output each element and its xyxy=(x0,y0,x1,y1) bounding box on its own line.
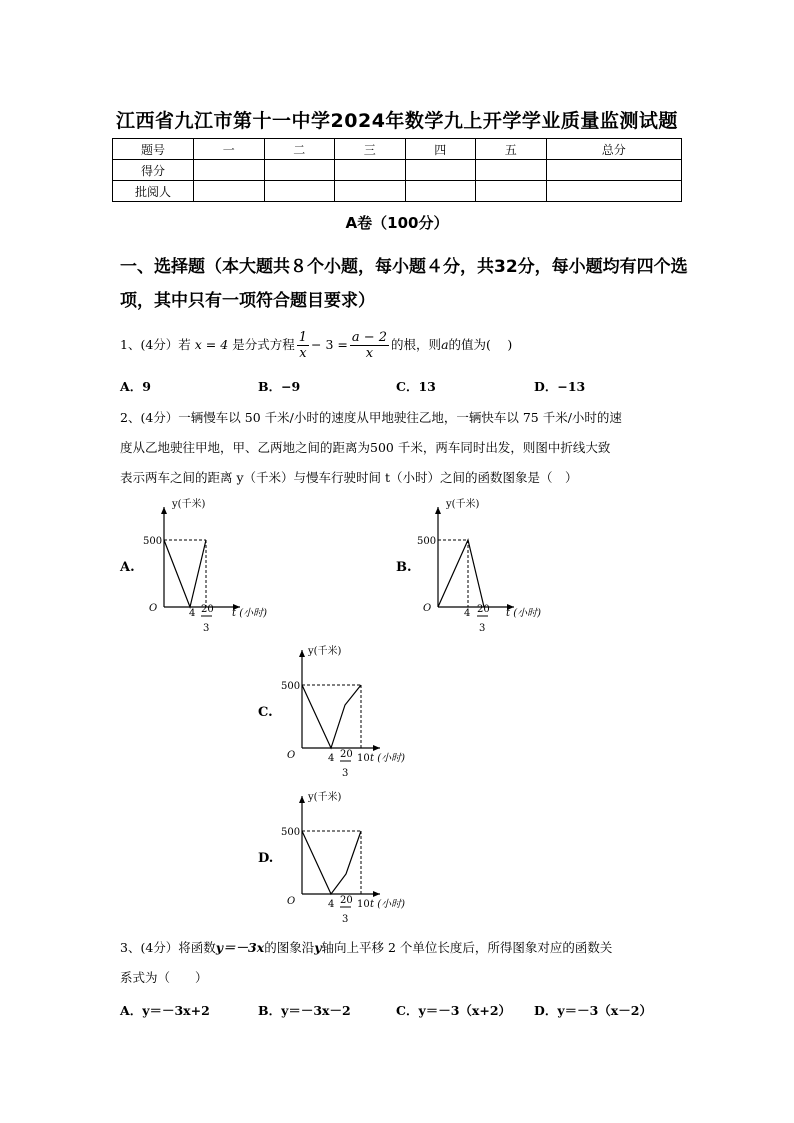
graph-d xyxy=(278,786,438,931)
q1-prefix: 1、(4分）若 xyxy=(120,337,191,352)
score-header-cell: 一 xyxy=(194,139,265,160)
score-cell[interactable] xyxy=(194,181,265,202)
score-header-cell: 五 xyxy=(476,139,547,160)
y-tick-500: 500 xyxy=(143,536,163,547)
score-header-cell: 三 xyxy=(335,139,406,160)
y-axis-arrow xyxy=(299,796,305,803)
question-2-line-3: 表示两车之间的距离 y（千米）与慢车行驶时间 t（小时）之间的函数图象是（ ） xyxy=(120,470,578,485)
q1-option-c[interactable]: C．13 xyxy=(396,379,436,394)
x-tick-10: 10 xyxy=(357,899,370,910)
x-tick-20: 20 xyxy=(340,895,353,906)
origin-label: O xyxy=(423,603,432,614)
q1-option-d[interactable]: D．−13 xyxy=(534,379,586,394)
y-tick-500: 500 xyxy=(417,536,437,547)
graph-b-line xyxy=(438,540,484,607)
q1-condition: x = 4 xyxy=(194,337,229,352)
q1-fraction-1 xyxy=(297,330,309,361)
origin-label: O xyxy=(287,896,296,907)
y-axis-arrow xyxy=(161,507,167,514)
origin-label: O xyxy=(149,603,158,614)
q3-option-c[interactable]: C．y＝－3（x+2） xyxy=(396,1003,512,1018)
score-cell[interactable] xyxy=(264,181,335,202)
y-axis-arrow xyxy=(435,507,441,514)
origin-label: O xyxy=(287,750,296,761)
score-cell[interactable] xyxy=(546,160,682,181)
q1-option-a[interactable]: A．9 xyxy=(120,379,151,394)
fraction-denominator: x xyxy=(365,346,374,361)
section-1-heading: 一、选择题（本大题共８个小题，每小题４分，共32分，每小题均有四个选项，其中只有一项符合题目要求） xyxy=(120,257,688,311)
score-cell[interactable] xyxy=(264,160,335,181)
q3-text-c: 轴向上平移 2 个单位长度后，所得图象对应的函数关 xyxy=(321,940,613,955)
graph-c-line xyxy=(302,685,361,748)
q1-var: a xyxy=(441,337,449,352)
score-cell[interactable] xyxy=(546,181,682,202)
score-header-cell: 总分 xyxy=(546,139,682,160)
graph-c xyxy=(278,640,438,785)
q1-minus3: − 3 = xyxy=(311,337,348,352)
x-tick-20: 20 xyxy=(201,604,214,615)
question-2-line-1: 2、(4分）一辆慢车以 50 千米/小时的速度从甲地驶往乙地，一辆快车以 75 千米/小时的速 xyxy=(120,410,622,425)
graph-b xyxy=(414,495,574,640)
q3-var: y xyxy=(314,940,322,955)
x-tick-20: 20 xyxy=(340,749,353,760)
x-tick-3: 3 xyxy=(479,623,486,634)
q1-option-b[interactable]: B．−9 xyxy=(258,379,301,394)
q3-option-a[interactable]: A．y＝－3x+2 xyxy=(120,1003,210,1018)
q3-function: y＝－3x xyxy=(215,940,265,955)
score-header-cell: 四 xyxy=(405,139,476,160)
question-1 xyxy=(120,330,512,361)
score-cell[interactable] xyxy=(476,160,547,181)
score-row-label: 批阅人 xyxy=(113,181,194,202)
graph-c-label[interactable]: C. xyxy=(258,705,273,720)
y-axis-arrow xyxy=(299,650,305,657)
y-label: y(千米) xyxy=(308,792,342,803)
y-label: y(千米) xyxy=(308,646,342,657)
score-cell[interactable] xyxy=(194,160,265,181)
y-tick-500: 500 xyxy=(281,827,301,838)
x-tick-3: 3 xyxy=(342,768,349,779)
x-tick-4: 4 xyxy=(328,899,335,910)
x-tick-10: 10 xyxy=(357,753,370,764)
score-cell[interactable] xyxy=(335,160,406,181)
graph-d-label[interactable]: D. xyxy=(258,851,274,866)
score-table xyxy=(112,138,682,202)
question-3-line-1 xyxy=(120,938,612,956)
q3-text-b: 的图象沿 xyxy=(264,940,315,955)
score-cell[interactable] xyxy=(476,181,547,202)
y-label: y(千米) xyxy=(446,499,480,510)
q1-end: 的值为( ) xyxy=(448,337,513,352)
q1-fraction-2 xyxy=(350,330,389,361)
fraction-denominator: x xyxy=(299,346,307,361)
score-header-cell: 题号 xyxy=(113,139,194,160)
score-cell[interactable] xyxy=(405,181,476,202)
x-tick-4: 4 xyxy=(189,608,196,619)
question-2-line-2: 度从乙地驶往甲地，甲、乙两地之间的距离为500 千米，两车同时出发，则图中折线大致 xyxy=(120,440,611,455)
x-axis-arrow xyxy=(373,745,380,751)
t-label: t (小时) xyxy=(370,899,405,910)
graph-b-label[interactable]: B. xyxy=(396,560,412,575)
section-a-heading: A卷（100分） xyxy=(345,214,449,232)
score-cell[interactable] xyxy=(335,181,406,202)
y-tick-500: 500 xyxy=(281,681,301,692)
y-label: y(千米) xyxy=(172,499,206,510)
x-tick-4: 4 xyxy=(328,753,335,764)
graph-a xyxy=(140,495,300,640)
question-3-line-2: 系式为（ ） xyxy=(120,970,208,985)
score-table-header-row xyxy=(113,139,682,160)
score-header-cell: 二 xyxy=(264,139,335,160)
t-label: t (小时) xyxy=(232,608,267,619)
t-label: t (小时) xyxy=(370,753,405,764)
q3-option-b[interactable]: B．y＝－3x－2 xyxy=(258,1003,351,1018)
x-tick-20: 20 xyxy=(477,604,490,615)
t-label: t (小时) xyxy=(506,608,541,619)
graph-a-label[interactable]: A. xyxy=(120,560,135,575)
page-title: 江西省九江市第十一中学2024年数学九上开学学业质量监测试题 xyxy=(116,110,678,132)
score-cell[interactable] xyxy=(405,160,476,181)
x-axis-arrow xyxy=(373,891,380,897)
score-table-row xyxy=(113,160,682,181)
fraction-numerator: 1 xyxy=(298,330,307,345)
fraction-numerator: a − 2 xyxy=(351,330,388,345)
q3-text-a: 3、(4分）将函数 xyxy=(120,940,216,955)
score-table-row xyxy=(113,181,682,202)
score-row-label: 得分 xyxy=(113,160,194,181)
x-tick-3: 3 xyxy=(342,914,349,925)
q1-mid: 是分式方程 xyxy=(232,337,295,352)
graph-d-line xyxy=(302,831,361,894)
x-tick-3: 3 xyxy=(203,623,210,634)
q1-suffix: 的根，则 xyxy=(391,337,442,352)
q3-option-d[interactable]: D．y＝－3（x－2） xyxy=(534,1003,652,1018)
x-tick-4: 4 xyxy=(464,608,471,619)
graph-a-line xyxy=(164,540,206,607)
